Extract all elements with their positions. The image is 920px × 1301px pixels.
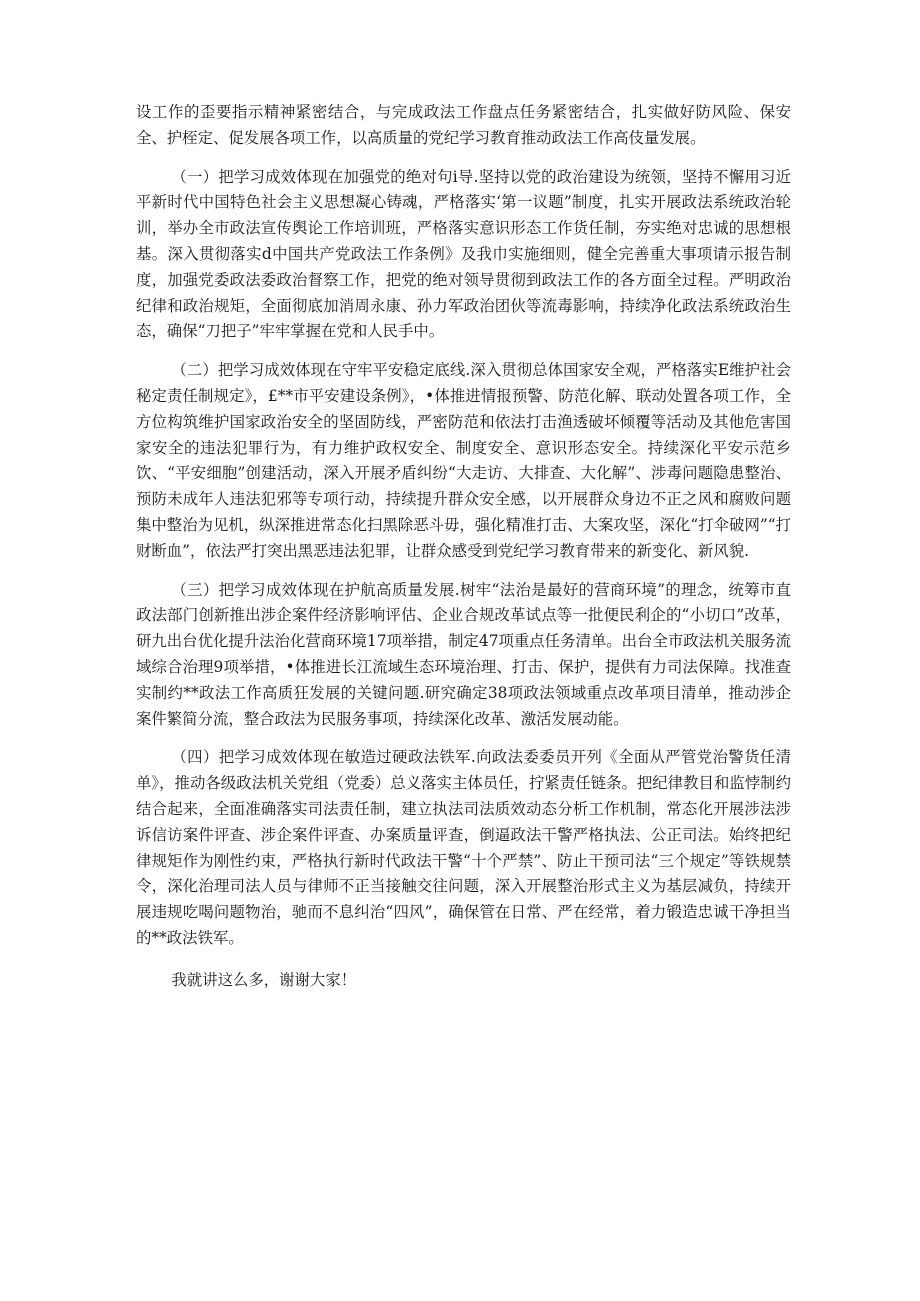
paragraph-section-3: （三）把学习成效体现在护航高质量发展.树牢“法治是最好的营商环境”的理念，统筹市直政法部门创新推出涉企案件经济影响评估、企业合规改革试点等一批便民利企的“小切口”改革，研九出台优化提升法治化营商环境17项举措，制定47项重点任务清单。出台全市政法机关服务流域综合治理9项举措，•体推进长江流域生态环境治理、打击、保护，提供有力司法保障。找准查实制约**政法工作高质狂发展的关键问题.研究确定38项政法领域重点改革项目清单，推动涉企案件繁简分流，整合政法为民服务事项，持续深化改革、激活发展动能。 <box>136 580 791 728</box>
document-page <box>136 100 791 1007</box>
paragraph-section-4: （四）把学习成效体现在敏造过硬政法铁军.向政法委委员开列《全面从严管党治警货任清单》，推动各级政法机关党组（党委）总义落实主体员任，拧紧责任链条。把纪律教目和监悖制约结合起来，全面准确落实司法责任制，建立执法司法质效动态分析工作机制，常态化开展涉法涉诉信访案件评查、涉企案件评查、办案质量评查，倒逼政法干警严格执法、公正司法。始终把纪律规矩作为刚性约束，严格执行新时代政法干警“十个严禁”、防止干预司法“三个规定”等铁规禁令，深化治理司法人员与律师不正当接触交往问题，深入开展整治形式主义为基层减负，持续开展违规吃喝问题物治，驰而不息纠治“四风”，确保管在日常、严在经常，着力锻造忠诚干净担当的**政法铁军。 <box>136 748 791 947</box>
paragraph-intro-continuation: 设工作的歪要指示精神紧密结合，与完成政法工作盘点任务紧密结合，扎实做好防风险、保安全、护桎定、促发展各项工作，以高质量的党纪学习教育推动政法工作高伎量发展。 <box>136 103 791 147</box>
paragraph-section-1: （一）把学习成效体现在加强党的绝对句i导.坚持以党的政治建设为统领，坚持不懈用习近平新时代中国特色社会主义思想凝心铸魂，严格落实‘第一议题”制度，扎实开展政法系统政治轮训，举办全市政法宣传舆论工作培训班，严格落实意识形态工作货任制，夯实绝对忠诚的思想根基。深入贯彻落实d中国共产党政法工作条例》及我巾实施细则，健全完善重大事项请示报告制度，加强党委政法委政治督察工作，把党的绝对领导贯彻到政法工作的各方面全过程。严明政治纪律和政治规矩，全面彻底加消周永康、孙力军政治团伙等流毒影响，持续净化政法系统政治生态，确保“刀把子”牢牢掌握在党和人民手中。 <box>136 167 791 341</box>
paragraph-section-2: （二）把学习成效体现在守牢平安稳定底线.深入贯彻总体国家安全观，严格落实E维护社会秘定责任制规定》，£**市平安建设条例》，•体推进情报预警、防范化解、联动处置各项工作，全方位构筑维护国家政治安全的坚固防线，严密防范和依法打击渔透破坏倾覆等活动及其他危害国家安全的违法犯罪行为，有力维护政权安全、制度安全、意识形态安全。持续深化平安示范乡饮、“平安细胞”创建活动，深入开展矛盾纠纷“大走访、大排查、大化解”、涉毒问题隐患整治、预防未成年人违法犯邪等专项行动，持续提升群众安全感，以开展群众身边不正之风和腐败问题集中整治为见机，纵深推进常态化扫黑除恶斗毋，强化精准打击、大案攻坚，深化“打伞破网”“打财断血”，依法严打突出黑恶违法犯罪，让群众感受到党纪学习教育带来的新变化、新风貌. <box>136 361 791 560</box>
paragraph-closing: 我就讲这么多，谢谢大家！ <box>171 970 357 989</box>
